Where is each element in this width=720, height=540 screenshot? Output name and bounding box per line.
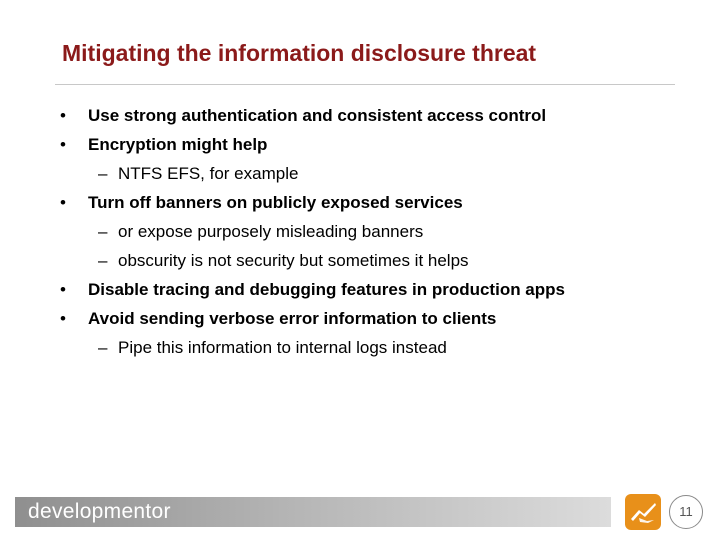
bullet-text: Turn off banners on publicly exposed services bbox=[88, 193, 463, 212]
bullet-text: Use strong authentication and consistent access control bbox=[88, 106, 547, 125]
bullet-marker: • bbox=[60, 106, 66, 125]
slide-title: Mitigating the information disclosure threat bbox=[62, 40, 537, 66]
sub-bullet-text: NTFS EFS, for example bbox=[118, 164, 299, 183]
bullet-text: Disable tracing and debugging features in production apps bbox=[88, 280, 565, 299]
sub-bullet-marker: – bbox=[98, 222, 108, 241]
sub-bullet-item bbox=[0, 159, 720, 188]
bullet-marker: • bbox=[60, 309, 66, 328]
sub-bullet-text: Pipe this information to internal logs instead bbox=[118, 338, 447, 357]
bullet-marker: • bbox=[60, 280, 66, 299]
bullet-item bbox=[0, 304, 720, 333]
bullet-text: Avoid sending verbose error information to clients bbox=[88, 309, 497, 328]
bullet-item bbox=[0, 130, 720, 159]
sub-bullet-text: or expose purposely misleading banners bbox=[118, 222, 424, 241]
bullet-marker: • bbox=[60, 193, 66, 212]
sub-bullet-marker: – bbox=[98, 338, 108, 357]
footer-bar bbox=[15, 497, 611, 527]
bullet-list bbox=[0, 101, 720, 362]
bullet-item bbox=[0, 275, 720, 304]
page-number: 11 bbox=[669, 495, 703, 529]
bullet-text: Encryption might help bbox=[88, 135, 268, 154]
orange-swoosh-logo-icon bbox=[625, 494, 661, 530]
bullet-item bbox=[0, 188, 720, 217]
sub-bullet-marker: – bbox=[98, 164, 108, 183]
footer-brand-text: developmentor bbox=[28, 500, 171, 523]
bullet-item bbox=[0, 101, 720, 130]
sub-bullet-marker: – bbox=[98, 251, 108, 270]
bullet-marker: • bbox=[60, 135, 66, 154]
sub-bullet-text: obscurity is not security but sometimes it helps bbox=[118, 251, 469, 270]
sub-bullet-item bbox=[0, 217, 720, 246]
sub-bullet-item bbox=[0, 246, 720, 275]
sub-bullet-item bbox=[0, 333, 720, 362]
title-divider bbox=[55, 84, 675, 85]
